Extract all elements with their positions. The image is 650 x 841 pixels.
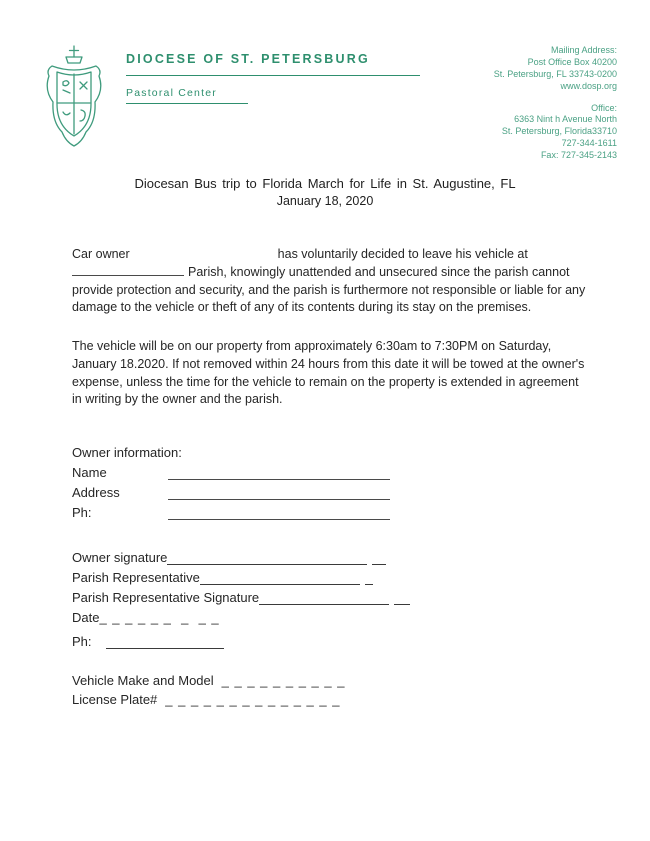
parish-representative-signature-label: Parish Representative Signature — [72, 590, 260, 605]
dept-name: Pastoral Center — [126, 87, 217, 99]
owner-info-section — [72, 445, 588, 520]
paragraph-terms — [72, 338, 588, 409]
date-blank: _ _ _ _ _ _ _ _ _ — [99, 610, 220, 625]
office-address-line: St. Petersburg, Florida33710 — [501, 126, 617, 137]
owner-address-blank — [168, 487, 390, 500]
owner-address-row — [72, 485, 588, 500]
owner-name-row — [72, 465, 588, 480]
parish-representative-signature-blank — [259, 592, 389, 605]
dept-name-rule — [126, 103, 248, 104]
mailing-address-line: St. Petersburg, FL 33743-0200 — [493, 68, 617, 79]
date-row — [72, 610, 588, 625]
owner-phone-label: Ph: — [72, 505, 92, 520]
owner-signature-row — [72, 550, 588, 565]
coat-of-arms-icon — [42, 44, 106, 166]
office-fax: Fax: 727-345-2143 — [540, 150, 617, 160]
office-phone: 727-344-1611 — [561, 138, 617, 149]
org-name-rule — [126, 75, 420, 76]
document-title: Diocesan Bus trip to Florida March for Life in St. Augustine, FL — [134, 176, 516, 191]
document-body — [72, 246, 588, 707]
vehicle-section — [72, 673, 588, 707]
signature-phone-label: Ph: — [72, 634, 92, 649]
vehicle-make-model-blank: _ _ _ _ _ _ _ _ _ _ — [221, 673, 346, 688]
parish-representative-signature-row — [72, 590, 588, 605]
owner-name-blank — [168, 467, 390, 480]
date-label: Date — [72, 610, 100, 625]
signature-section — [72, 550, 588, 649]
document-title-block — [0, 176, 650, 208]
parish-representative-signature-blank-short — [394, 592, 410, 605]
vehicle-make-model-label: Vehicle Make and Model — [72, 673, 214, 688]
owner-signature-blank-short — [372, 552, 386, 565]
parish-representative-blank-short — [365, 572, 373, 585]
parish-name-blank — [72, 264, 184, 276]
mailing-address-heading: Mailing Address: — [550, 45, 617, 55]
owner-phone-row — [72, 505, 588, 520]
license-plate-label: License Plate# — [72, 692, 158, 707]
website-url: www.dosp.org — [560, 80, 617, 91]
license-plate-blank: _ _ _ _ _ _ _ _ _ _ _ _ _ _ — [165, 692, 341, 707]
vehicle-make-model-row — [72, 673, 588, 688]
document-date: January 18, 2020 — [276, 194, 374, 208]
paragraph-liability — [72, 246, 588, 317]
contact-info-block — [494, 45, 617, 162]
diocese-crest-logo — [42, 44, 106, 166]
para1-lead-text: Car owner — [72, 247, 130, 261]
owner-address-label: Address — [72, 485, 120, 500]
license-plate-row — [72, 692, 588, 707]
para1-rest-text: Parish, knowingly unattended and unsecured since the parish cannot provide protection and security, and the parish is furthermore not responsible or liable for any damage to the vehicle or theft of any of its contents during its stay on the premises. — [72, 264, 586, 315]
parish-representative-row — [72, 570, 588, 585]
para1-mid-text: has voluntarily decided to leave his vehicle at — [277, 247, 528, 261]
parish-representative-label: Parish Representative — [72, 570, 200, 585]
owner-info-heading: Owner information: — [72, 445, 182, 460]
office-heading: Office: — [591, 102, 617, 113]
owner-name-label: Name — [72, 465, 107, 480]
office-address-line: 6363 Nint h Avenue North — [514, 114, 617, 125]
owner-phone-blank — [168, 507, 390, 520]
parish-representative-blank — [200, 572, 360, 585]
owner-signature-blank — [167, 552, 367, 565]
owner-signature-label: Owner signature — [72, 550, 168, 565]
signature-phone-blank — [106, 636, 224, 649]
letterhead-org-block — [126, 52, 426, 104]
signature-phone-row — [72, 634, 588, 649]
mailing-address-line: Post Office Box 40200 — [527, 56, 617, 67]
org-name: DIOCESE OF ST. PETERSBURG — [126, 52, 370, 66]
para2-text: The vehicle will be on our property from approximately 6:30am to 7:30PM on Saturday, January 18.2020. If not removed within 24 hours from this date it will be towed at the owner's expense, unless the time for the vehicle to remain on the property is extended in agreement in writing by the owner and the parish. — [72, 339, 585, 407]
